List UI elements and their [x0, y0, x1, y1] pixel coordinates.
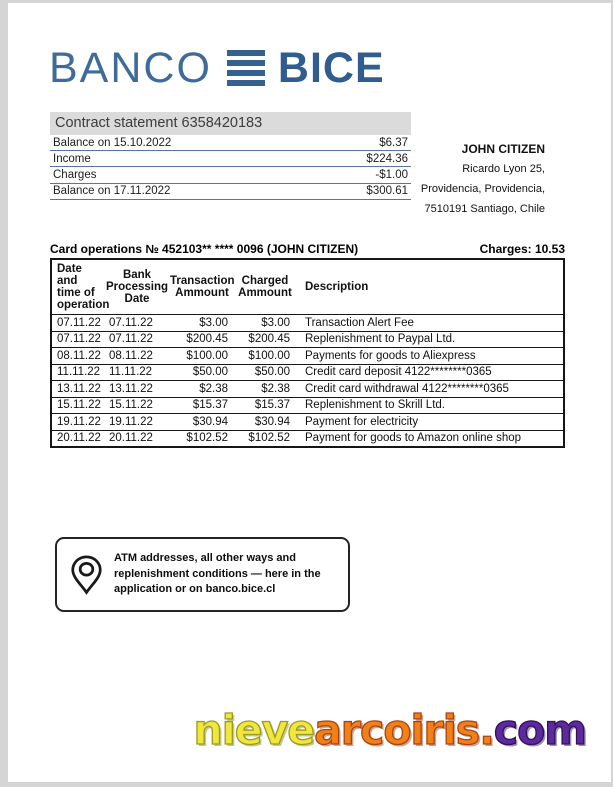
summary-label: Balance on 17.11.2022: [53, 185, 171, 198]
summary-row: [50, 135, 411, 151]
summary-label: Income: [53, 152, 91, 165]
description-cell: Payment for electricity: [305, 415, 419, 428]
description-cell: Payment for goods to Amazon online shop: [305, 432, 522, 445]
col-header-description: Description: [305, 281, 369, 293]
customer-address-line: Ricardo Lyon 25,: [462, 163, 545, 175]
table-row: [52, 430, 563, 447]
charged-cell: $200.45: [248, 333, 290, 346]
customer-address-line: Providencia, Providencia,: [420, 183, 545, 195]
charged-cell: $15.37: [254, 399, 290, 412]
transaction-cell: $50.00: [192, 366, 228, 379]
page-edge: [0, 0, 8, 787]
customer-name: JOHN CITIZEN: [461, 142, 545, 156]
proc-date-cell: 19.11.22: [109, 415, 153, 428]
customer-address-block: [421, 139, 545, 219]
col-header-transaction: Transaction Ammount: [170, 275, 235, 299]
op-date-cell: 11.11.22: [57, 366, 101, 379]
transaction-cell: $30.94: [192, 415, 228, 428]
atm-note-box: [55, 537, 350, 612]
charged-cell: $102.52: [248, 432, 290, 445]
charged-cell: $3.00: [261, 316, 290, 329]
statement-title: Contract statement 6358420183: [50, 112, 411, 135]
charged-cell: $2.38: [261, 382, 290, 395]
op-date-cell: 15.11.22: [57, 399, 101, 412]
logo-banco-text: BANCO: [49, 43, 212, 92]
transaction-cell: $200.45: [186, 333, 228, 346]
summary-row: [50, 151, 411, 167]
proc-date-cell: 11.11.22: [109, 366, 153, 379]
col-header-charged: Charged Ammount: [238, 275, 292, 299]
transaction-cell: $15.37: [192, 399, 228, 412]
transaction-cell: $100.00: [186, 349, 228, 362]
bank-logo: [49, 40, 385, 96]
table-header-row: [52, 260, 563, 314]
customer-address-line: 7510191 Santiago, Chile: [424, 203, 545, 215]
op-date-cell: 19.11.22: [57, 415, 101, 428]
description-cell: Payments for goods to Aliexpress: [305, 349, 476, 362]
charged-cell: $50.00: [254, 366, 290, 379]
op-date-cell: 07.11.22: [57, 333, 101, 346]
summary-row: [50, 167, 411, 183]
description-cell: Replenishment to Skrill Ltd.: [305, 399, 445, 412]
transaction-cell: $2.38: [199, 382, 228, 395]
logo-bice-text: BICE: [277, 43, 385, 92]
table-row: [52, 314, 563, 331]
proc-date-cell: 07.11.22: [109, 333, 153, 346]
summary-label: Charges: [53, 168, 97, 181]
op-date-cell: 07.11.22: [57, 316, 101, 329]
customer-address-lines: [421, 159, 545, 219]
watermark-logo: [194, 706, 586, 755]
op-date-cell: 20.11.22: [57, 432, 101, 445]
description-cell: Credit card withdrawal 4122********0365: [305, 382, 509, 395]
summary-value: $300.61: [366, 185, 408, 198]
card-operations-title: Card operations № 452103** **** 0096 (JOHN CITIZEN): [50, 242, 359, 256]
transaction-cell: $102.52: [186, 432, 228, 445]
card-operations-charges: Charges: 10.53: [479, 242, 565, 256]
op-date-cell: 13.11.22: [57, 382, 101, 395]
op-date-cell: 08.11.22: [57, 349, 101, 362]
description-cell: Replenishment to Paypal Ltd.: [305, 333, 456, 346]
proc-date-cell: 15.11.22: [109, 399, 153, 412]
transaction-cell: $3.00: [199, 316, 228, 329]
location-pin-icon: [70, 555, 103, 595]
charged-cell: $30.94: [254, 415, 290, 428]
proc-date-cell: 20.11.22: [109, 432, 153, 445]
atm-note-text: ATM addresses, all other ways and replenishment conditions — here in the application or on banco.bice.cl: [114, 552, 321, 596]
description-cell: Transaction Alert Fee: [305, 316, 414, 329]
card-operations-table: [50, 258, 565, 448]
table-row: [52, 347, 563, 364]
table-body: [52, 314, 563, 446]
table-row: [52, 364, 563, 381]
table-row: [52, 397, 563, 414]
proc-date-cell: 08.11.22: [109, 349, 153, 362]
col-header-op-date: Date and time of operation: [57, 263, 110, 311]
col-header-proc-date: Bank Processing Date: [106, 269, 168, 305]
watermark-part-yellow: nieve: [193, 706, 315, 754]
proc-date-cell: 13.11.22: [109, 382, 153, 395]
summary-row: [50, 184, 411, 200]
logo-bars-icon: [227, 50, 265, 86]
proc-date-cell: 07.11.22: [109, 316, 153, 329]
charged-cell: $100.00: [248, 349, 290, 362]
table-row: [52, 413, 563, 430]
table-row: [52, 380, 563, 397]
page-edge: [0, 0, 613, 3]
summary-value: $224.36: [366, 152, 408, 165]
balance-summary: [50, 135, 411, 200]
watermark-part-orange: arcoiris.: [314, 706, 494, 754]
summary-label: Balance on 15.10.2022: [53, 136, 172, 149]
watermark-part-purple: com: [493, 706, 586, 754]
description-cell: Credit card deposit 4122********0365: [305, 366, 492, 379]
table-row: [52, 331, 563, 348]
page-edge: [0, 782, 613, 787]
card-operations-header: [50, 242, 565, 256]
summary-value: -$1.00: [375, 168, 408, 181]
summary-value: $6.37: [379, 136, 408, 149]
